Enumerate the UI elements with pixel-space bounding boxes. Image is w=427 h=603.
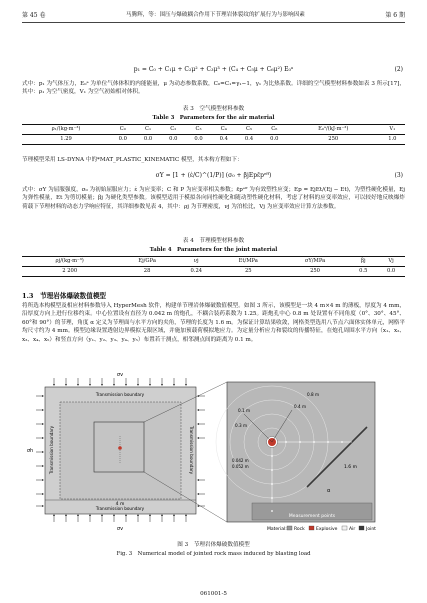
measurement-point-x2 [299, 441, 301, 443]
bottom-stress-arrows [54, 515, 186, 522]
legend-swatch-explosive [309, 526, 314, 530]
table3-title-cn: 表 3 空气模型材料参数 [182, 106, 245, 112]
page-header [22, 8, 405, 23]
paragraph-joint-model-intro: 节理模型采用 LS-DYNA 中的*MAT_PLASTIC_KINEMATIC 模型，其本构方程如下： [22, 157, 243, 163]
table3-header: C₀ [119, 126, 126, 133]
table3-header: C₅ [245, 126, 253, 133]
table4-header: ρj/(kg·m⁻³) [55, 258, 84, 265]
table-cell: 1.29 [60, 136, 72, 143]
table3-header-row [22, 125, 405, 135]
table-row [22, 266, 405, 276]
measurement-point-y3 [271, 483, 273, 485]
sigma-v-top-label: σv [116, 372, 124, 378]
table3-header: C₄ [220, 126, 227, 133]
left-stress-arrows [36, 396, 43, 506]
model-detail [216, 382, 375, 522]
table3-header: C₆ [271, 126, 278, 133]
dim-0042m-label: 0.042 m [232, 458, 249, 463]
table-cell: 2 200 [62, 268, 78, 275]
table4-header: Vj [388, 258, 394, 265]
volume-label: 第 45 卷 [22, 11, 46, 19]
table-cell: 0.0 [270, 136, 279, 143]
sigma-h-left-label: σh [26, 448, 34, 454]
table3-header: V₁ [389, 126, 396, 133]
table4-header: βj [360, 258, 366, 265]
table4-title-en: Table 4 Parameters for the joint material [149, 247, 278, 253]
measurement-point-x3 [313, 441, 315, 443]
measurement-point-x5 [341, 441, 343, 443]
dim-04m-label: 0.4 m [294, 404, 307, 409]
legend-swatch-joint [359, 526, 364, 530]
top-stress-arrows [54, 378, 186, 385]
legend-label-explosive: Explosive [316, 527, 338, 532]
sigma-v-bottom-label: σv [116, 526, 124, 532]
boundary-left-label: Transmission boundary [49, 425, 54, 475]
table3-header: ρ₁/(kg·m⁻³) [51, 126, 81, 133]
table-cell: 0.4 [244, 136, 254, 143]
measurement-points-label: Measurement points [288, 514, 336, 519]
table4-header: Et/MPa [238, 258, 258, 265]
table-cell: 25 [244, 268, 252, 275]
measurement-point-y5 [271, 510, 273, 512]
table-cell: 1.0 [388, 136, 397, 143]
table-cell: 0.4 [219, 136, 228, 143]
dim-0052m-label: 0.052 m [232, 464, 249, 469]
joint-length-label: 1.6 m [344, 465, 357, 470]
model-overview [27, 372, 227, 532]
table3-header: C₃ [195, 126, 202, 133]
page-number: 061001-5 [200, 591, 227, 597]
table4-title-cn: 表 4 节理模型材料参数 [182, 238, 245, 244]
figure-caption-cn: 图 3 节理岩体爆破数值模型 [177, 542, 250, 548]
table3-header: C₁ [144, 126, 152, 133]
legend-swatch-rock [287, 526, 292, 530]
paragraph-joint-model: 式中：σY 为屈服强度，σ₀ 为初始屈服应力；ε̇ 为应变率；C 和 P 为应变率相关参数；ε̄pᵉᶠᶠ 为有效塑性应变；Ep = EjEt/(Ej − Et)，为塑性硬化模量，Ej 为弹性模量，Et 为剪切模量；βj 为硬化类型参数。该模型适用于模拟各向同性硬化和随动塑性硬化材料，考虑了材料的应变率效应，可以较好地反映爆炸荷载下节理材料的动态力学响应特征，其详细参数见表 4，其中：ρj 为节理密度，νj 为泊松比，Vj 为应变率效应计算方法参数。 [22, 187, 405, 210]
section-heading: 1.3 节理岩体爆破数值模型 [22, 292, 107, 300]
dimension-4m-label: 4 m [115, 502, 125, 507]
table-cell: 0.0 [143, 136, 153, 143]
table-cell: 28 [143, 268, 151, 275]
table4-header-row [22, 257, 405, 267]
measurement-point-x1 [285, 441, 287, 443]
table4-header: σY/MPa [304, 258, 326, 265]
table-cell: 0.0 [118, 136, 127, 143]
figure-caption-en: Fig. 3 Numerical model of jointed rock mass induced by blasting load [116, 551, 311, 557]
right-stress-arrows [198, 396, 205, 506]
table-cell: 0.0 [386, 268, 396, 275]
legend-label-air: Air [349, 527, 356, 532]
table-cell: 0.5 [359, 268, 368, 275]
table-row [22, 134, 405, 144]
running-title: 马腾辉，等：围压与爆破耦合作用下节理岩体裂纹的扩展行为与影响因素 [125, 12, 305, 18]
table4-header: νj [193, 258, 199, 265]
issue-label: 第 6 期 [385, 11, 405, 19]
equation-2: p₁ = C₀ + C₁μ + C₂μ² + C₃μ³ + (C₄ + C₅μ + C₆μ²) E₀ᵃ [133, 66, 294, 73]
dim-01m-label: 0.1 m [238, 408, 251, 413]
measurement-point-y1 [271, 455, 273, 457]
borehole-mini [118, 446, 122, 450]
table-cell: 250 [328, 136, 339, 143]
boundary-right-label: Transmission boundary [189, 425, 194, 475]
table3-header: C₂ [170, 126, 177, 133]
measurement-point-x4 [327, 441, 329, 443]
equation-2-number: (2) [394, 66, 403, 73]
table3-title-en: Table 3 Parameters for the air material [152, 115, 275, 121]
paragraph-air-model: 式中：p₁ 为气体压力，E₀ᵃ 为单位气体体积的内能能量，μ 为动态参数系数，C₀=C₁=γ₁−1，γ₁ 为比热系数。详细的空气模型材料参数如表 3 所示[17]，其中：ρ₁ 为空气密度，V₁ 为空气初始相对体积。 [22, 81, 405, 96]
table-cell: 0.0 [169, 136, 178, 143]
table-cell: 0.24 [190, 268, 203, 275]
dim-03m-label: 0.3 m [235, 423, 248, 428]
table-3 [22, 124, 405, 145]
legend-title: Material: [267, 527, 287, 532]
legend-swatch-air [342, 526, 347, 530]
dim-08m-label: 0.8 m [307, 392, 320, 397]
legend-label-rock: Rock [294, 527, 305, 532]
measurement-point-y2 [271, 469, 273, 471]
material-legend [267, 526, 376, 532]
legend-label-joint: Joint [366, 527, 376, 532]
table4-header: Ej/GPa [138, 258, 156, 265]
table-cell: 250 [310, 268, 320, 275]
detail-frame [227, 382, 375, 522]
measurement-point-y4 [271, 497, 273, 499]
equation-3-number: (3) [394, 172, 403, 179]
table3-header: E₀ᵃ/(kJ·m⁻³) [318, 126, 349, 133]
boundary-bottom-label: Transmission boundary [95, 506, 145, 511]
boundary-top-label: Transmission boundary [95, 392, 145, 397]
inner-boundary [60, 402, 181, 499]
alpha-label: α [327, 488, 331, 494]
equation-3: σY = [1 + (ε̇/C)^(1/P)] (σ₀ + βjEpε̄pᵉᶠᶠ) [155, 172, 272, 179]
table-4 [22, 256, 405, 277]
paragraph-numerical-model: 将所选本构模型及相应材料参数导入 HyperMesh 软件，构建单节理岩体爆破数值模型。如图 3 所示，该模型是一块 4 m×4 m 的薄板，厚度为 4 mm，沿厚度方向上进行位移约束。中心位置设有直径为 0.042 m 的炮孔，不耦合装药系数为 1.25。距炮孔中心 0.8 m 处设置有不同角度（0°、30°、45°、60°和 90°）的节理，角度 α 定义为节理面与水平方向的夹角，节理的长度为 1.6 m。为保证计算结果收敛，网格类型选用八节点六面体实体单元，网格平均尺寸约为 4 mm。模型边缘设置透射边界模拟无限区域，并施加预载荷模拟地应力。为定量分析应力和裂纹的传播特征，在炮孔周围水平方向（x₁、x₂、x₃、x₄、x₅）和竖直方向（y₁、y₂、y₃、y₄、y₅）布置若干测点，相邻测点间的距离为 0.1 m。 [22, 303, 405, 343]
figure-3 [22, 372, 405, 532]
table-cell: 0.0 [194, 136, 203, 143]
